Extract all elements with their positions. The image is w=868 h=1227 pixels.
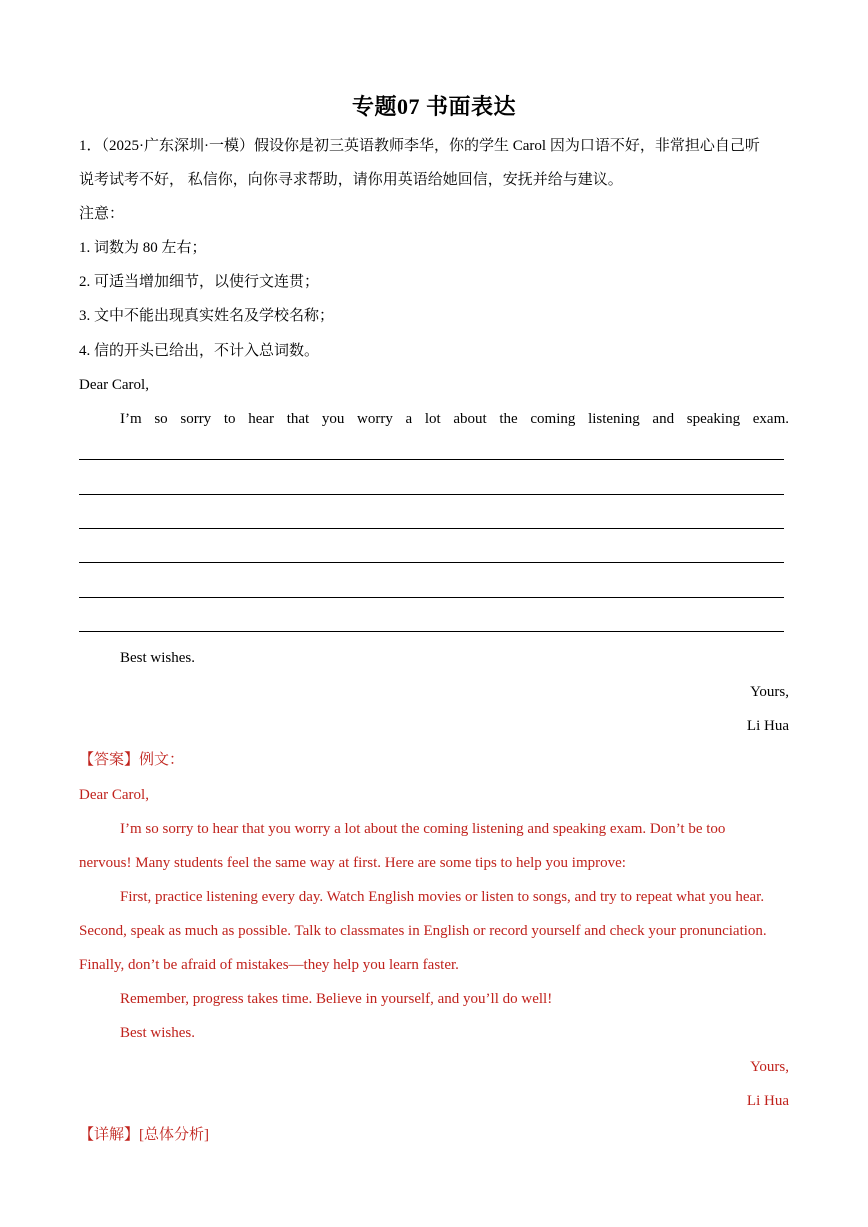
- writing-line: [79, 631, 784, 632]
- answer-text-line: Second, speak as much as possible. Talk to classmates in English or record yourself and check your pronunciation.: [79, 923, 767, 939]
- opening-word: speaking: [686, 411, 741, 427]
- opening-word: hear: [248, 411, 275, 427]
- detail-text: [总体分析]: [139, 1127, 210, 1143]
- opening-word: I’m: [120, 411, 142, 427]
- writing-line: [79, 597, 784, 598]
- opening-word: sorry: [180, 411, 212, 427]
- note-item: 1. 词数为 80 左右；: [79, 240, 207, 256]
- answer-text-line: Remember, progress takes time. Believe in yourself, and you’ll do well!: [120, 991, 553, 1007]
- opening-word: to: [223, 411, 236, 427]
- answer-heading: [79, 750, 184, 770]
- note-item: 3. 文中不能出现真实姓名及学校名称；: [79, 308, 335, 324]
- letter-closing: Best wishes.: [120, 650, 195, 666]
- question-stem-line-1: 1．（2025·广东深圳·一模）假设你是初三英语教师李华，你的学生 Carol 因为口语不好，非常担心自己听: [79, 138, 760, 154]
- opening-word: a: [405, 411, 413, 427]
- writing-line: [79, 459, 784, 460]
- writing-line: [79, 562, 784, 563]
- answer-label: 【答案】: [79, 752, 140, 768]
- opening-word: that: [286, 411, 310, 427]
- answer-text-line: I’m so sorry to hear that you worry a lot about the coming listening and speaking exam. Don’t be too: [120, 821, 726, 837]
- opening-word: lot: [424, 411, 441, 427]
- writing-line: [79, 494, 784, 495]
- answer-label-suffix: 例文：: [139, 752, 185, 768]
- letter-opening-sentence: [120, 409, 789, 429]
- answer-salutation: Dear Carol,: [79, 787, 149, 803]
- answer-signature: Li Hua: [746, 1093, 789, 1109]
- opening-word: so: [154, 411, 168, 427]
- opening-word: you: [321, 411, 345, 427]
- page-title: 专题07 书面表达: [351, 94, 516, 119]
- question-stem-line-2: 说考试考不好， 私信你，向你寻求帮助，请你用英语给她回信，安抚并给与建议。: [79, 172, 623, 188]
- opening-word: and: [652, 411, 675, 427]
- answer-text-line: First, practice listening every day. Watch English movies or listen to songs, and try to repeat what you hear.: [120, 889, 765, 905]
- opening-word: the: [499, 411, 518, 427]
- answer-text-line: Finally, don’t be afraid of mistakes—they help you learn faster.: [79, 957, 459, 973]
- opening-word: coming: [530, 411, 576, 427]
- answer-closing: Best wishes.: [120, 1025, 195, 1041]
- opening-word: worry: [357, 411, 393, 427]
- notes-label: 注意：: [79, 206, 125, 222]
- letter-salutation: Dear Carol,: [79, 377, 149, 393]
- answer-text-line: nervous! Many students feel the same way at first. Here are some tips to help you improve:: [79, 855, 626, 871]
- note-item: 4. 信的开头已给出，不计入总词数。: [79, 343, 320, 359]
- detail-heading: [79, 1125, 209, 1145]
- writing-line: [79, 528, 784, 529]
- letter-signature: Li Hua: [746, 718, 789, 734]
- opening-word: about: [453, 411, 487, 427]
- opening-word: listening: [588, 411, 640, 427]
- letter-sign-off: Yours,: [750, 684, 789, 700]
- opening-word: exam.: [752, 411, 789, 427]
- note-item: 2. 可适当增加细节，以使行文连贯；: [79, 274, 320, 290]
- answer-sign-off: Yours,: [750, 1059, 789, 1075]
- detail-label: 【详解】: [79, 1127, 140, 1143]
